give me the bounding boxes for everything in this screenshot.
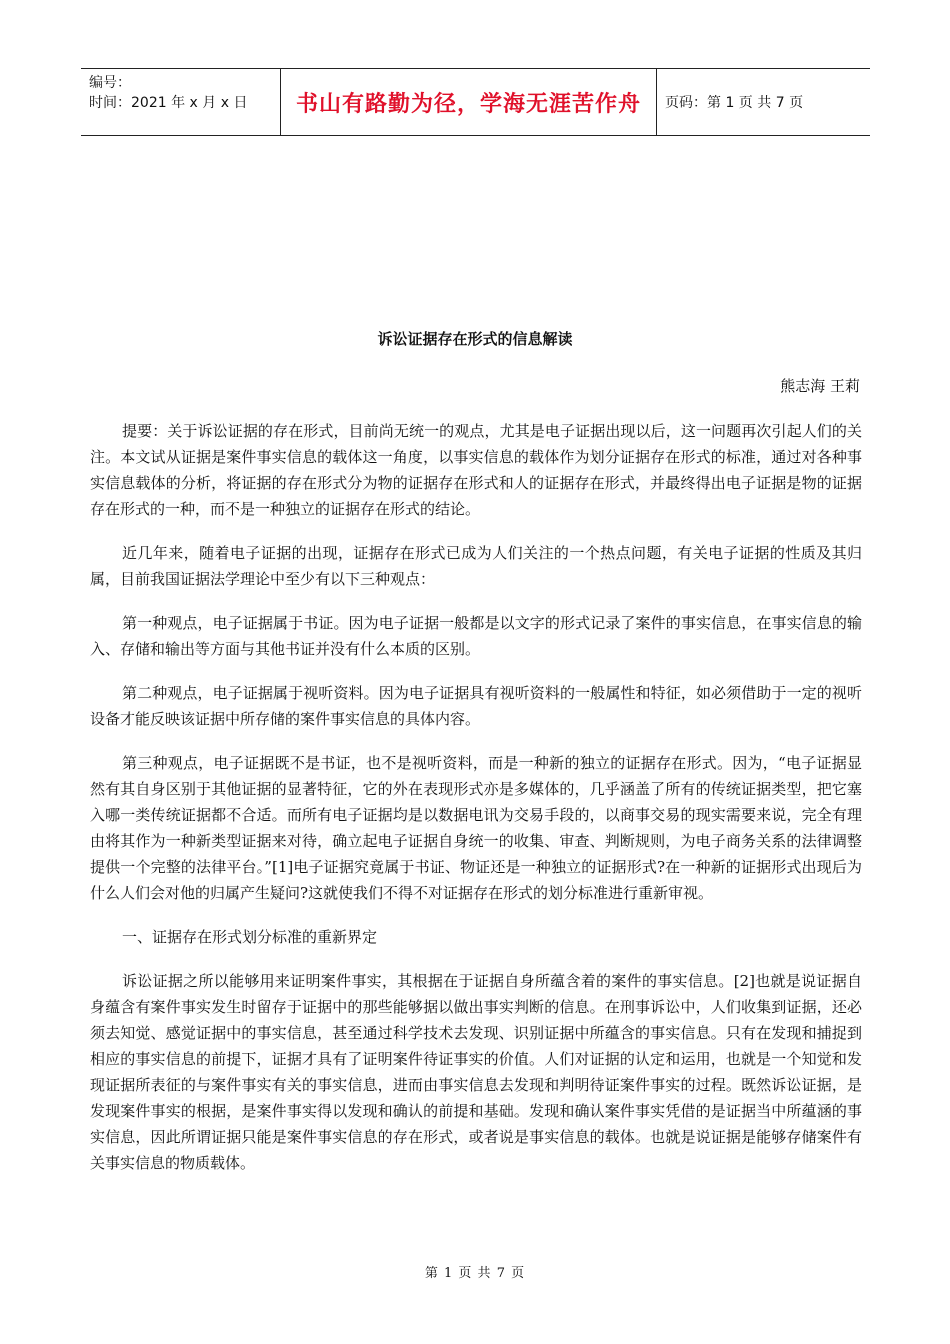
body-paragraph: 第三种观点，电子证据既不是书证，也不是视听资料，而是一种新的独立的证据存在形式。因为，“电子证据显然有其自身区别于其他证据的显著特征，它的外在表现形式亦是多媒体的，几乎涵盖了所有的传统证据类型，把它塞入哪一类传统证据都不合适。而所有电子证据均是以数据电讯为交易手段的，以商事交易的现实需要来说，完全有理由将其作为一种新类型证据来对待，确立起电子证据自身统一的收集、审查、判断规则，为电子商务关系的法律调整提供一个完整的法律平台。”[1]电子证据究竟属于书证、物证还是一种独立的证据形式?在一种新的证据形式出现后为什么人们会对他的归属产生疑问?这就使我们不得不对证据存在形式的划分标准进行重新审视。 — [90, 754, 862, 902]
document-authors: 熊志海 王莉 — [780, 377, 860, 395]
document-title: 诉讼证据存在形式的信息解读 — [377, 330, 573, 348]
body-paragraph: 近几年来，随着电子证据的出现，证据存在形式已成为人们关注的一个热点问题，有关电子证据的性质及其归属，目前我国证据法学理论中至少有以下三种观点： — [90, 544, 862, 588]
date-label: 时间：2021 年 x 月 x 日 — [89, 95, 248, 111]
body-paragraph: 第二种观点，电子证据属于视听资料。因为电子证据具有视听资料的一般属性和特征，如必须借助于一定的视听设备才能反映该证据中所存储的案件事实信息的具体内容。 — [90, 684, 862, 728]
body-paragraph: 诉讼证据之所以能够用来证明案件事实，其根据在于证据自身所蕴含着的案件的事实信息。[2]也就是说证据自身蕴含有案件事实发生时留存于证据中的那些能够据以做出事实判断的信息。在刑事诉讼中，人们收集到证据，还必须去知觉、感觉证据中的事实信息，甚至通过科学技术去发现、识别证据中所蕴含的事实信息。只有在发现和捕捉到相应的事实信息的前提下，证据才具有了证明案件待证事实的价值。人们对证据的认定和运用，也就是一个知觉和发现证据所表征的与案件事实有关的事实信息，进而由事实信息去发现和判明待证案件事实的过程。既然诉讼证据，是发现案件事实的根据，是案件事实得以发现和确认的前提和基础。发现和确认案件事实凭借的是证据当中所蕴涵的事实信息，因此所谓证据只能是案件事实信息的存在形式，或者说是事实信息的载体。也就是说证据是能够存储案件有关事实信息的物质载体。 — [90, 972, 862, 1172]
abstract-paragraph: 提要：关于诉讼证据的存在形式，目前尚无统一的观点，尤其是电子证据出现以后，这一问题再次引起人们的关注。本文试从证据是案件事实信息的载体这一角度，以事实信息的载体作为划分证据存在形式的标准，通过对各种事实信息载体的分析，将证据的存在形式分为物的证据存在形式和人的证据存在形式，并最终得出电子证据是物的证据存在形式的一种，而不是一种独立的证据存在形式的结论。 — [90, 422, 862, 518]
number-label: 编号： — [89, 75, 131, 91]
header-info-cell — [81, 69, 281, 135]
section-heading: 一、证据存在形式划分标准的重新界定 — [122, 928, 378, 946]
document-body — [90, 418, 862, 1194]
motto-cell — [281, 69, 657, 135]
page-label: 页码：第 1 页 共 7 页 — [665, 95, 804, 111]
page-info-cell — [657, 69, 870, 135]
header-table — [81, 68, 870, 136]
page-footer: 第 1 页 共 7 页 — [424, 1266, 526, 1281]
body-paragraph: 第一种观点，电子证据属于书证。因为电子证据一般都是以文字的形式记录了案件的事实信息，在事实信息的输入、存储和输出等方面与其他书证并没有什么本质的区别。 — [90, 614, 862, 658]
motto-text: 书山有路勤为径，学海无涯苦作舟 — [295, 91, 641, 117]
